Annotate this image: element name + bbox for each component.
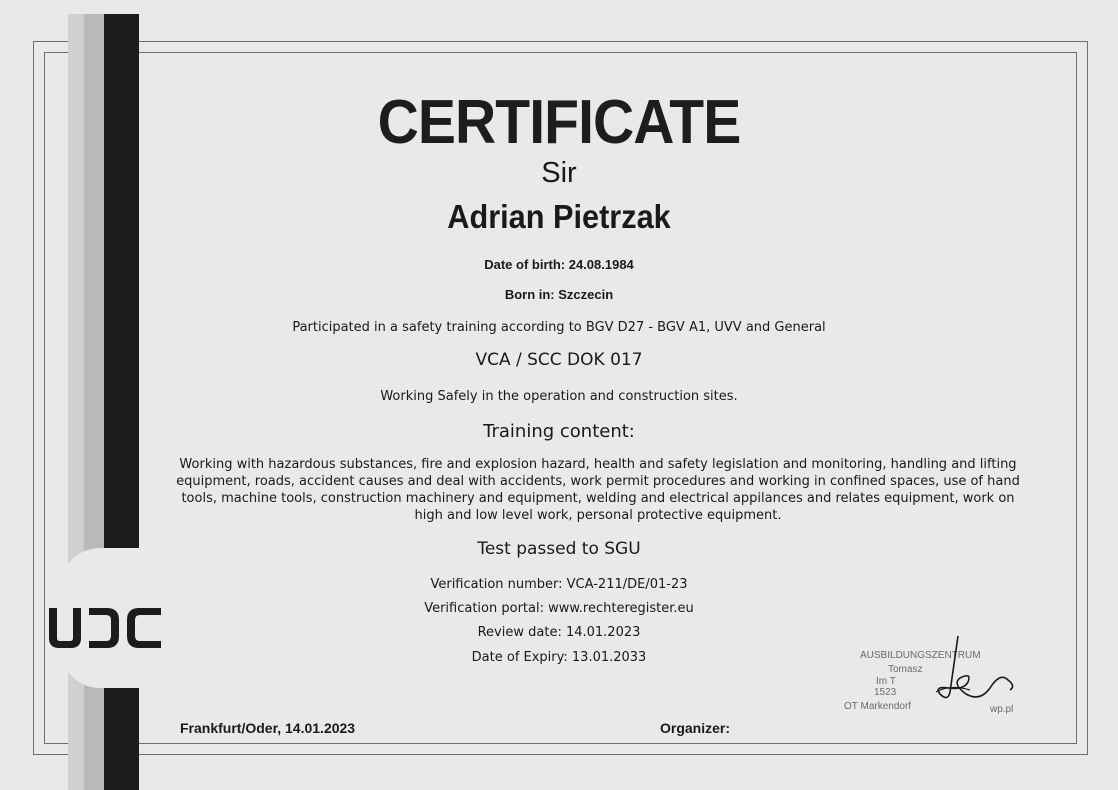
salutation: Sir	[541, 157, 577, 189]
recipient-name: Adrian Pietrzak	[447, 198, 671, 235]
svg-text:AUSBILDUNGSZENTRUM: AUSBILDUNGSZENTRUM	[860, 650, 981, 661]
working-safely-statement: Working Safely in the operation and construction sites.	[380, 389, 738, 404]
verification-portal: Verification portal: www.rechteregister.eu	[424, 601, 694, 616]
certificate-title: CERTIFICATE	[377, 88, 741, 157]
verification-number: Verification number: VCA-211/DE/01-23	[430, 577, 688, 592]
birthplace: Born in: Szczecin	[504, 287, 614, 302]
training-content: Working with hazardous substances, fire and explosion hazard, health and safety legislation and monitoring, handling and lifting equipment, roads, accident causes and deal with accidents, work permit procedures and working in confined spaces, use of hand tools, machine tools, construction machinery and equipment, welding and electrical appilances and relates equipment, work on high and low level work, personal protective equipment.	[176, 457, 1020, 523]
program-code: VCA / SCC DOK 017	[475, 350, 643, 370]
test-result: Test passed to SGU	[477, 539, 641, 559]
svg-text:Tomasz: Tomasz	[888, 664, 923, 675]
svg-text:Im T: Im T	[876, 676, 896, 687]
svg-text:wp.pl: wp.pl	[990, 704, 1014, 715]
expiry-date: Date of Expiry: 13.01.2033	[471, 650, 647, 665]
date-of-birth: Date of birth: 24.08.1984	[484, 257, 634, 272]
training-heading: Training content:	[483, 421, 635, 442]
svg-text:OT Markendorf: OT Markendorf	[844, 701, 912, 712]
place-and-date: Frankfurt/Oder, 14.01.2023	[180, 720, 356, 736]
participation-statement: Participated in a safety training according to BGV D27 - BGV A1, UVV and General	[292, 320, 826, 335]
organizer-stamp-and-signature	[840, 632, 1040, 722]
review-date: Review date: 14.01.2023	[477, 625, 641, 640]
organizer-label: Organizer:	[660, 720, 731, 736]
svg-text:1523: 1523	[874, 687, 897, 698]
